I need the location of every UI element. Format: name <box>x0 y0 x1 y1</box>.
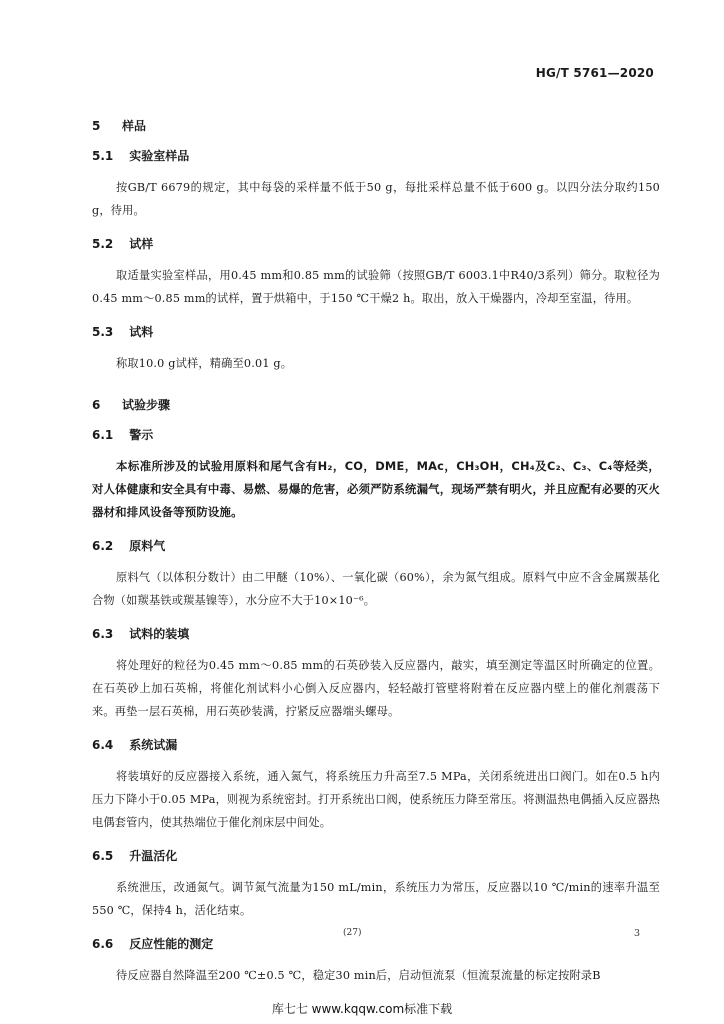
section-5-3-text: 称取10.0 g试样，精确至0.01 g。 <box>116 357 293 370</box>
section-6-5-text: 系统泄压，改通氮气。调节氮气流量为150 mL/min，系统压力为常压，反应器以10 ℃/min的速率升温至550 ℃，保持4 h，活化结束。 <box>92 881 660 917</box>
download-watermark: 库七七 www.kqqw.com标准下载 <box>271 1002 453 1016</box>
section-6-heading: 6 试验步骤 <box>92 398 171 412</box>
page-number: 3 <box>633 928 640 939</box>
section-5-2-text: 取适量实验室样品，用0.45 mm和0.85 mm的试验筛（按照GB/T 6003.1中R40/3系列）筛分。取粒径为0.45 mm～0.85 mm的试样，置于烘箱中，于150 ℃干燥2 h。取出，放入干燥器内，冷却至室温，待用。 <box>92 269 660 305</box>
section-6-4-heading: 6.4 系统试漏 <box>92 738 178 752</box>
section-6-2-text: 原料气（以体积分数计）由二甲醚（10%）、一氧化碳（60%），余为氮气组成。原料气中应不含金属羰基化合物（如羰基铁或羰基镍等），水分应不大于10×10⁻⁶。 <box>92 571 660 607</box>
section-5-heading: 5 样品 <box>92 119 147 133</box>
document-body <box>92 118 660 987</box>
section-6-3-heading: 6.3 试料的装填 <box>92 627 190 641</box>
section-6-2-heading: 6.2 原料气 <box>92 539 166 553</box>
section-5-1-heading: 5.1 实验室样品 <box>92 149 190 163</box>
page-marker: (27) <box>343 928 362 938</box>
section-6-6-text: 待反应器自然降温至200 ℃±0.5 ℃，稳定30 min后，启动恒流泵（恒流泵流量的标定按附录B <box>116 969 601 982</box>
section-5-1-text: 按GB/T 6679的规定，其中每袋的采样量不低于50 g，每批采样总量不低于600 g。以四分法分取约150 g，待用。 <box>92 181 660 217</box>
section-6-1-heading: 6.1 警示 <box>92 428 154 442</box>
section-6-4-text: 将装填好的反应器接入系统，通入氮气，将系统压力升高至7.5 MPa，关闭系统进出口阀门。如在0.5 h内压力下降小于0.05 MPa，则视为系统密封。打开系统出口阀，使系统压力降至常压。将测温热电偶插入反应器热电偶套管内，使其热端位于催化剂床层中间处。 <box>92 770 660 829</box>
section-6-6-heading: 6.6 反应性能的测定 <box>92 937 214 951</box>
section-6-5-heading: 6.5 升温活化 <box>92 849 178 863</box>
section-6-3-text: 将处理好的粒径为0.45 mm～0.85 mm的石英砂装入反应器内，敲实，填至测定等温区时所确定的位置。在石英砂上加石英棉，将催化剂试料小心倒入反应器内，轻轻敲打管壁将附着在反应器内壁上的催化剂震荡下来。再垫一层石英棉，用石英砂装满，拧紧反应器端头螺母。 <box>92 659 660 718</box>
standard-code: HG/T 5761—2020 <box>535 66 654 80</box>
section-5-3-heading: 5.3 试料 <box>92 325 154 339</box>
section-5-2-heading: 5.2 试样 <box>92 237 154 251</box>
section-6-1-warning: 本标准所涉及的试验用原料和尾气含有H₂，CO，DME，MAc，CH₃OH，CH₄及C₂、C₃、C₄等烃类，对人体健康和安全具有中毒、易燃、易爆的危害，必须严防系统漏气，现场严禁有明火，并且应配有必要的灭火器材和排风设备等预防设施。 <box>92 459 660 519</box>
